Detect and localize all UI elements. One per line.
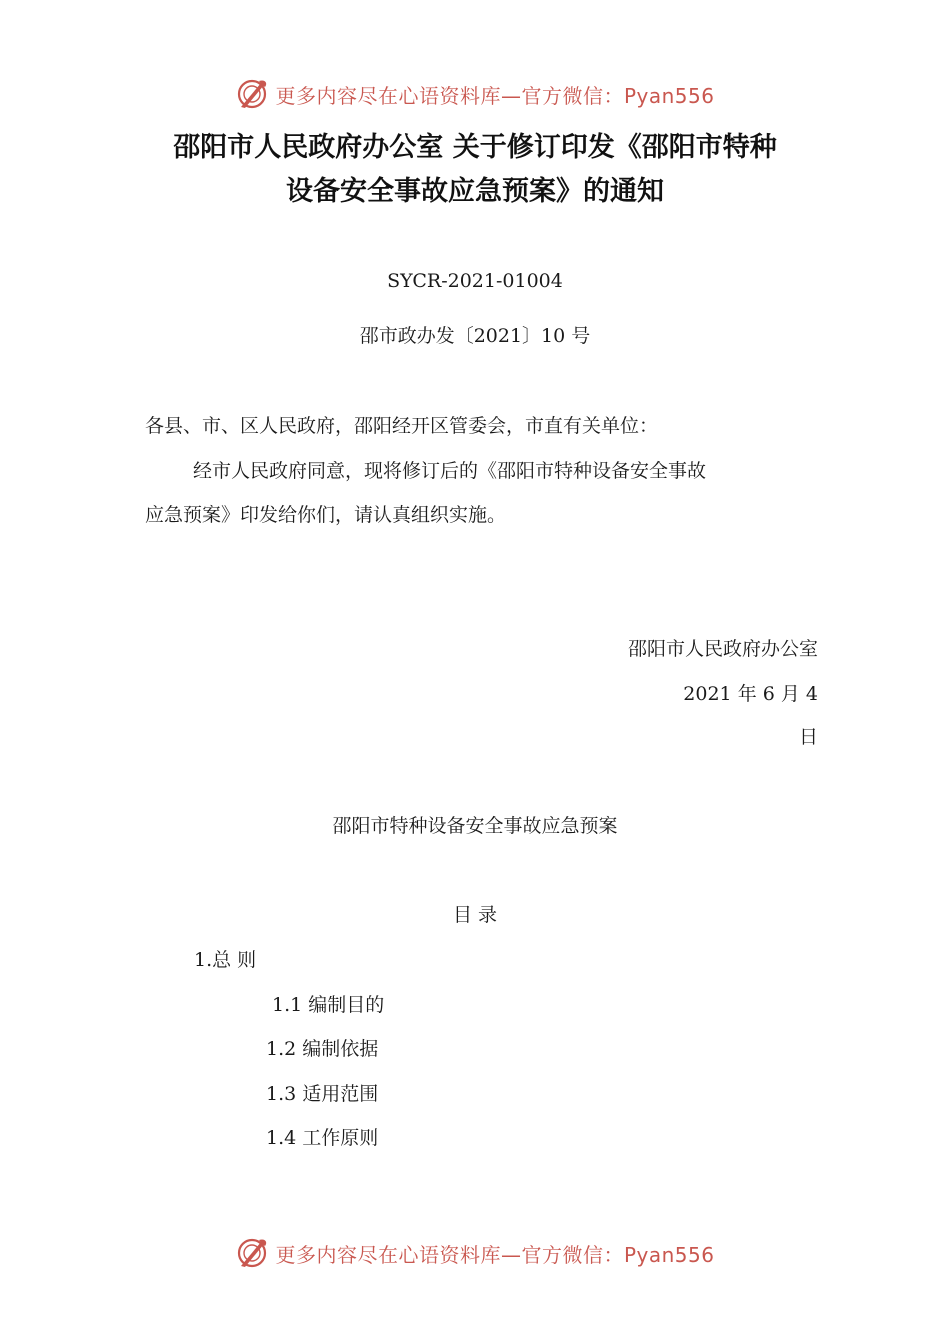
quill-seal-icon: [235, 1236, 269, 1270]
toc-chapter-1: 1.总 则: [194, 949, 257, 971]
toc-item: 1.3 适用范围: [266, 1083, 379, 1105]
quill-seal-icon: [235, 77, 269, 111]
signature-date: 2021 年 6 月 4: [683, 683, 818, 705]
body-line-1: 经市人民政府同意，现将修订后的《邵阳市特种设备安全事故: [193, 460, 707, 482]
watermark-text: 更多内容尽在心语资料库—官方微信：Pyan556: [275, 1242, 715, 1267]
watermark-text: 更多内容尽在心语资料库—官方微信：Pyan556: [275, 83, 715, 108]
toc-item: 1.1 编制目的: [272, 994, 385, 1016]
toc-item: 1.2 编制依据: [266, 1038, 379, 1060]
watermark-banner-top: [0, 74, 950, 114]
plan-title: 邵阳市特种设备安全事故应急预案: [332, 815, 618, 837]
doc-number: 邵市政办发〔2021〕10 号: [359, 325, 591, 347]
watermark-banner-bottom: [0, 1233, 950, 1273]
document-title-line-2: 设备安全事故应急预案》的通知: [286, 176, 664, 207]
toc-item: 1.4 工作原则: [266, 1127, 379, 1149]
recipients: 各县、市、区人民政府，邵阳经开区管委会，市直有关单位：: [145, 415, 659, 437]
signature-date-day: 日: [798, 726, 818, 748]
doc-code: SYCR-2021-01004: [387, 270, 563, 292]
body-line-2: 应急预案》印发给你们，请认真组织实施。: [145, 504, 507, 526]
document-title-line-1: 邵阳市人民政府办公室 关于修订印发《邵阳市特种: [173, 132, 777, 163]
signature-org: 邵阳市人民政府办公室: [627, 638, 818, 660]
toc-heading: 目 录: [452, 904, 498, 926]
